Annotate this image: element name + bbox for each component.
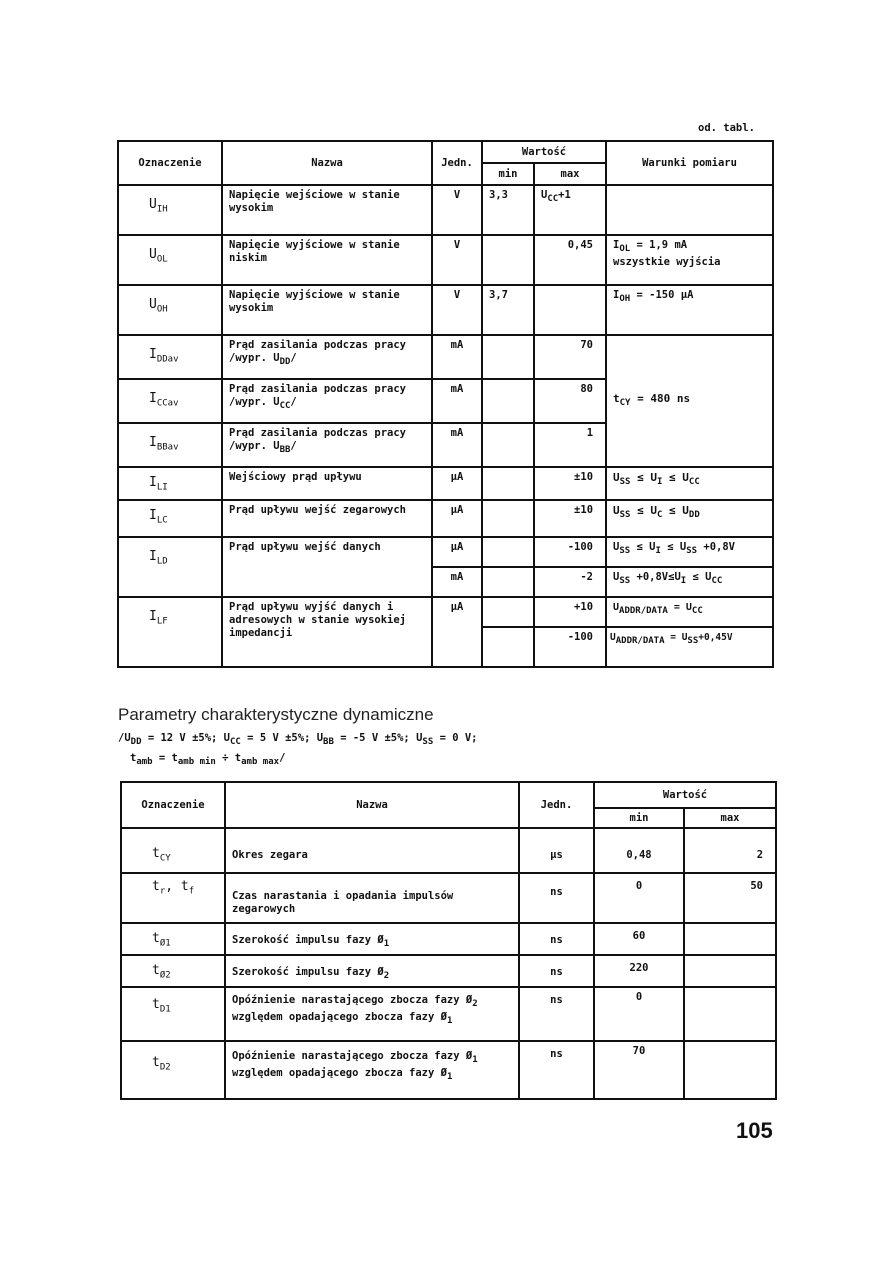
header-max: max bbox=[534, 163, 606, 185]
header-name: Nazwa bbox=[222, 141, 432, 185]
section-title: Parametry charakterystyczne dynamiczne bbox=[118, 705, 434, 724]
static-parameters-table bbox=[117, 140, 774, 668]
table-row: $I_{LD}$ Prąd upływu wejść danych µA -100 $U_{SS} \le U_I \le U_{SS} +0,8V$ bbox=[118, 537, 773, 567]
header-max: max bbox=[684, 808, 776, 828]
table-row: $I_{DDav}$ Prąd zasilania podczas pracy /wypr. $U_{DD}/$ mA 70 $t_{CY} = 480$ ns bbox=[118, 335, 773, 379]
header-min: min bbox=[594, 808, 684, 828]
continuation-note: od. tabl. bbox=[698, 122, 755, 134]
table-row: mA -2 $U_{SS} +0,8V\le U_I \le U_{CC}$ bbox=[118, 567, 773, 597]
section-conditions-line1: $/U_{DD} = 12$ V ±5%; $U_{CC} = 5$ V ±5%; $U_{BB} = -5$ V ±5%; $U_{SS} = 0$ V; bbox=[118, 732, 478, 748]
table-row: $I_{LC}$ Prąd upływu wejść zegarowych µA ±10 $U_{SS} \le U_C \le U_{DD}$ bbox=[118, 500, 773, 537]
header-symbol: Oznaczenie bbox=[121, 782, 225, 828]
table-row: $t_r$, $t_f$ Czas narastania i opadania impulsów zegarowych ns 0 50 bbox=[121, 873, 776, 923]
dynamic-parameters-table bbox=[120, 781, 777, 1100]
table-row: $I_{LF}$ Prąd upływu wyjść danych i adresowych w stanie wysokiej impedancji µA +10 $U_{ADDR/DATA} = U_{CC}$ bbox=[118, 597, 773, 627]
table-row: $U_{OH}$ Napięcie wyjściowe w stanie wysokim V 3,7 $I_{OH} = -150$ µA bbox=[118, 285, 773, 335]
table-row: $t_{D2}$ Opóźnienie narastającego zbocza fazy $Ø_1$ względem opadającego zbocza fazy $Ø_1$ ns 70 bbox=[121, 1041, 776, 1099]
table-row: $t_{Ø1}$ Szerokość impulsu fazy $Ø_1$ ns 60 bbox=[121, 923, 776, 955]
header-name: Nazwa bbox=[225, 782, 519, 828]
table-row: $I_{BBav}$ Prąd zasilania podczas pracy /wypr. $U_{BB}/$ mA 1 bbox=[118, 423, 773, 467]
header-unit: Jedn. bbox=[519, 782, 594, 828]
header-value: Wartość bbox=[482, 141, 606, 163]
table-row: -100 $U_{ADDR/DATA} = U_{SS}+0,45V$ bbox=[118, 627, 773, 667]
header-unit: Jedn. bbox=[432, 141, 482, 185]
table-row: $U_{IH}$ Napięcie wejściowe w stanie wysokim V 3,3 $U_{CC}+1$ bbox=[118, 185, 773, 235]
table-row: $U_{OL}$ Napięcie wyjściowe w stanie niskim V 0,45 $I_{OL} = 1,9$ mA wszystkie wyjścia bbox=[118, 235, 773, 285]
header-min: min bbox=[482, 163, 534, 185]
shared-condition: $t_{CY} = 480$ ns bbox=[606, 335, 773, 467]
table-row: $I_{LI}$ Wejściowy prąd upływu µA ±10 $U_{SS} \le U_I \le U_{CC}$ bbox=[118, 467, 773, 500]
header-symbol: Oznaczenie bbox=[118, 141, 222, 185]
table-row: $t_{D1}$ Opóźnienie narastającego zbocza fazy $Ø_2$ względem opadającego zbocza fazy $Ø_1$ ns 0 bbox=[121, 987, 776, 1041]
table-row: $I_{CCav}$ Prąd zasilania podczas pracy /wypr. $U_{CC}/$ mA 80 bbox=[118, 379, 773, 423]
section-conditions-line2: $t_{amb} = t_{amb min} \div t_{amb max}/$ bbox=[130, 752, 286, 768]
header-value: Wartość bbox=[594, 782, 776, 808]
page-number: 105 bbox=[736, 1118, 773, 1143]
table-row: $t_{Ø2}$ Szerokość impulsu fazy $Ø_2$ ns 220 bbox=[121, 955, 776, 987]
header-conditions: Warunki pomiaru bbox=[606, 141, 773, 185]
table-row: $t_{CY}$ Okres zegara µs 0,48 2 bbox=[121, 828, 776, 873]
